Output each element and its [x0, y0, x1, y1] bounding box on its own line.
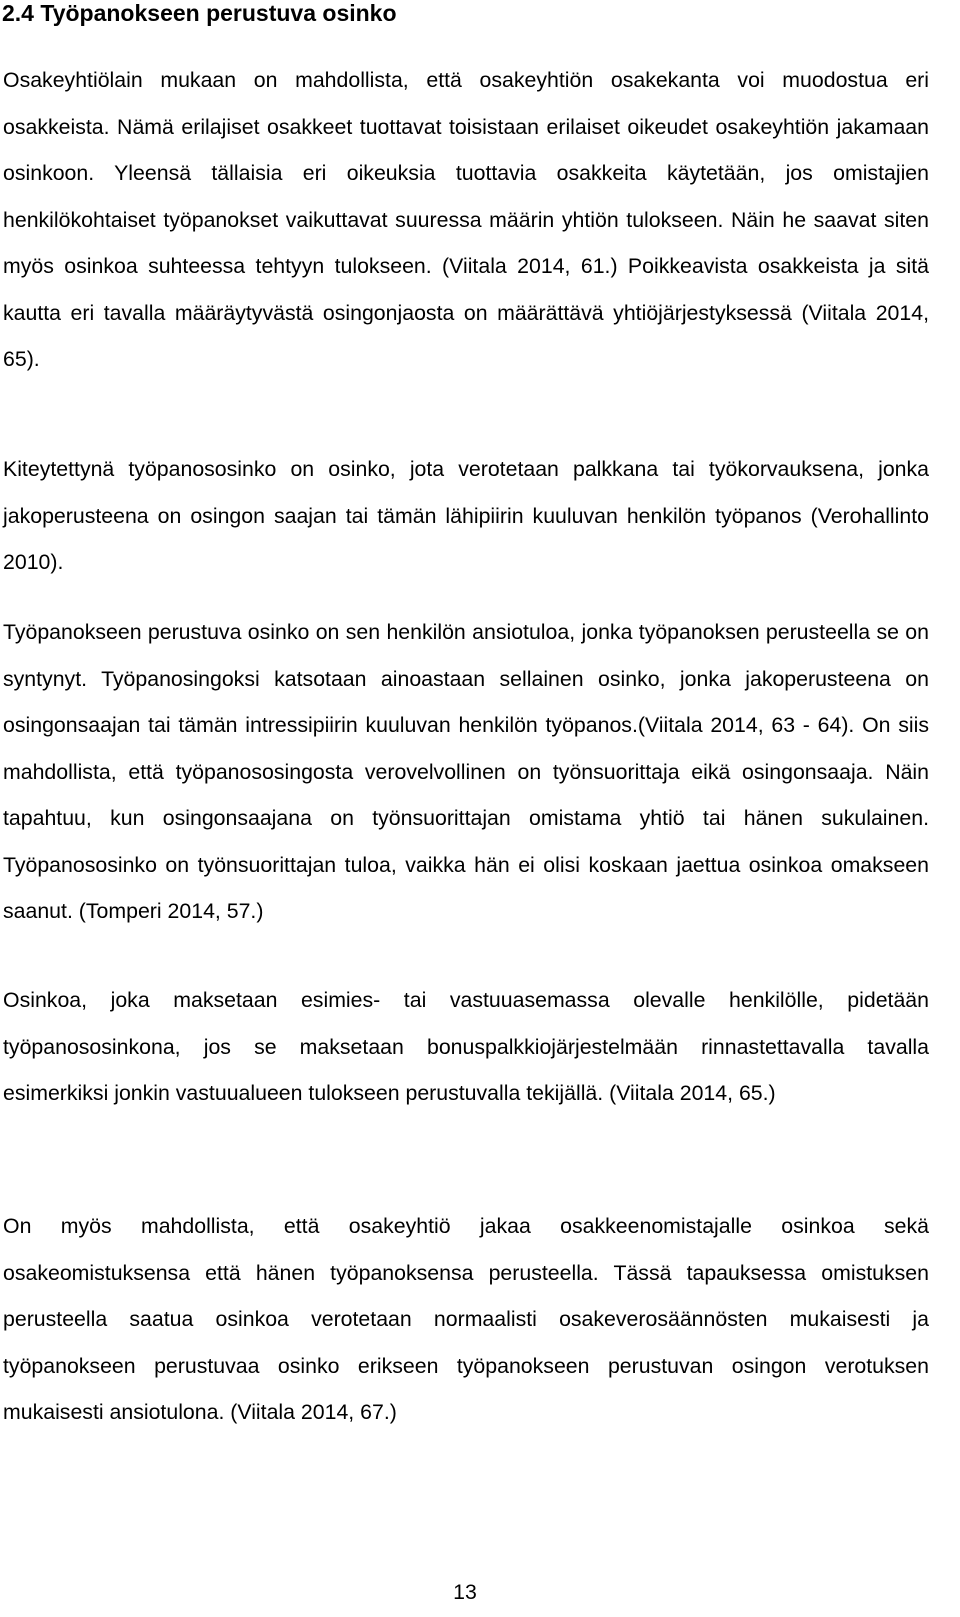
paragraph-dividend-definition: Kiteytettynä työpanososinko on osinko, jota verotetaan palkkana tai työkorvauksena, jonka jakoperusteena on osingon saajan tai tämän lähipiirin kuuluvan henkilön työpanos (Verohallinto 2010). — [3, 457, 929, 574]
page-number: 13 — [453, 1580, 477, 1604]
paragraph-manager-dividend: Osinkoa, joka maksetaan esimies- tai vastuuasemassa olevalle henkilölle, pidetään työpanososinkona, jos se maksetaan bonuspalkkiojärjestelmään rinnastettavalla tavalla esimerkiksi jonkin vastuualueen tulokseen perustuvalla tekijällä. (Viitala 2014, 65.) — [3, 988, 929, 1105]
section-heading: 2.4 Työpanokseen perustuva osinko — [2, 0, 397, 26]
paragraph-earned-income: Työpanokseen perustuva osinko on sen henkilön ansiotuloa, jonka työpanoksen perusteella se on syntynyt. Työpanosingoksi katsotaan ainoastaan sellainen osinko, jonka jakoperusteena on osingonsaajan tai tämän intressipiirin kuuluvan henkilön työpanos.(Viitala 2014, 63 - 64). On siis mahdollista, että työpanososingosta verovelvollinen on työnsuorittaja eikä osingonsaaja. Näin tapahtuu, kun osingonsaajana on työnsuorittajan omistama yhtiö tai hänen sukulainen. Työpanososinko on työnsuorittajan tuloa, vaikka hän ei olisi koskaan jaettua osinkoa omakseen saanut. (Tomperi 2014, 57.) — [3, 620, 929, 923]
paragraph-shareholding-types: Osakeyhtiölain mukaan on mahdollista, että osakeyhtiön osakekanta voi muodostua eri osakkeista. Nämä erilajiset osakkeet tuottavat toisistaan erilaiset oikeudet osakeyhtiön jakamaan osinkoon. Yleensä tällaisia eri oikeuksia tuottavia osakkeita käytetään, jos omistajien henkilökohtaiset työpanokset vaikuttavat suuressa määrin yhtiön tulokseen. Näin he saavat siten myös osinkoa suhteessa tehtyyn tulokseen. (Viitala 2014, 61.) Poikkeavista osakkeista ja sitä kautta eri tavalla määräytyvästä osingonjaosta on määrättävä yhtiöjärjestyksessä (Viitala 2014, 65). — [3, 68, 929, 371]
paragraph-mixed-dividend: On myös mahdollista, että osakeyhtiö jakaa osakkeenomistajalle osinkoa sekä osakeomistuksensa että hänen työpanoksensa perusteella. Tässä tapauksessa omistuksen perusteella saatua osinkoa verotetaan normaalisti osakeverosäännösten mukaisesti ja työpanokseen perustuvaa osinko erikseen työpanokseen perustuvan osingon verotuksen mukaisesti ansiotulona. (Viitala 2014, 67.) — [3, 1214, 929, 1424]
